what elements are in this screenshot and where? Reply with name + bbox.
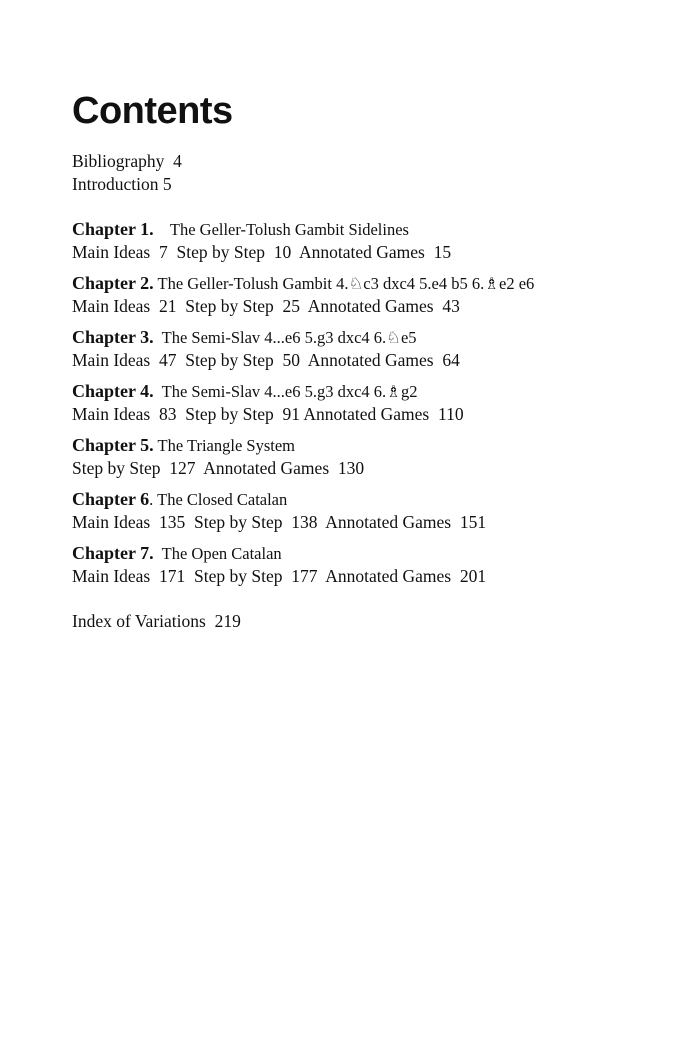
chapter-5-entry: [72, 434, 672, 480]
chapter-title: The Semi-Slav 4...e6 5.g3 dxc4 6.♘e5: [153, 328, 417, 347]
chapter-title: The Semi-Slav 4...e6 5.g3 dxc4 6.♗g2: [153, 382, 418, 401]
index-of-variations: Index of Variations 219: [72, 611, 241, 631]
chapter-label: Chapter 3.: [72, 327, 154, 347]
chapter-sections: Main Ideas 83 Step by Step 91 Annotated Games 110: [72, 404, 464, 424]
chapter-title: The Open Catalan: [153, 544, 282, 563]
chapter-1-entry: [72, 218, 672, 264]
chapter-label: Chapter 5.: [72, 435, 154, 455]
page-title: Contents: [72, 90, 233, 132]
chapter-2-entry: [72, 272, 672, 318]
chapter-label: Chapter 1.: [72, 219, 154, 239]
chapter-sections: Main Ideas 171 Step by Step 177 Annotated Games 201: [72, 566, 487, 586]
chapter-label: Chapter 2.: [72, 273, 154, 293]
chapter-label: Chapter 4.: [72, 381, 154, 401]
chapter-label: Chapter 6: [72, 489, 150, 509]
chapter-title: The Triangle System: [153, 436, 296, 455]
chapter-title: . The Closed Catalan: [149, 490, 288, 509]
chapter-title: The Geller-Tolush Gambit 4.♘c3 dxc4 5.e4 b5 6.♗e2 e6: [153, 274, 535, 293]
chapter-4-entry: [72, 380, 672, 426]
chapter-7-entry: [72, 542, 672, 588]
chapter-title: The Geller-Tolush Gambit Sidelines: [153, 220, 409, 239]
front-matter-list: [72, 150, 672, 196]
chapter-3-entry: [72, 326, 672, 372]
chapter-label: Chapter 7.: [72, 543, 154, 563]
chapter-sections: Main Ideas 7 Step by Step 10 Annotated Games 15: [72, 242, 452, 262]
chapter-sections: Main Ideas 21 Step by Step 25 Annotated Games 43: [72, 296, 460, 316]
chapter-sections: Main Ideas 47 Step by Step 50 Annotated Games 64: [72, 350, 460, 370]
chapter-sections: Main Ideas 135 Step by Step 138 Annotated Games 151: [72, 512, 487, 532]
chapter-sections: Step by Step 127 Annotated Games 130: [72, 458, 365, 478]
front-matter-introduction: Introduction 5: [72, 174, 172, 194]
chapter-6-entry: [72, 488, 672, 534]
contents-page: [72, 88, 672, 633]
front-matter-bibliography: Bibliography 4: [72, 151, 182, 171]
